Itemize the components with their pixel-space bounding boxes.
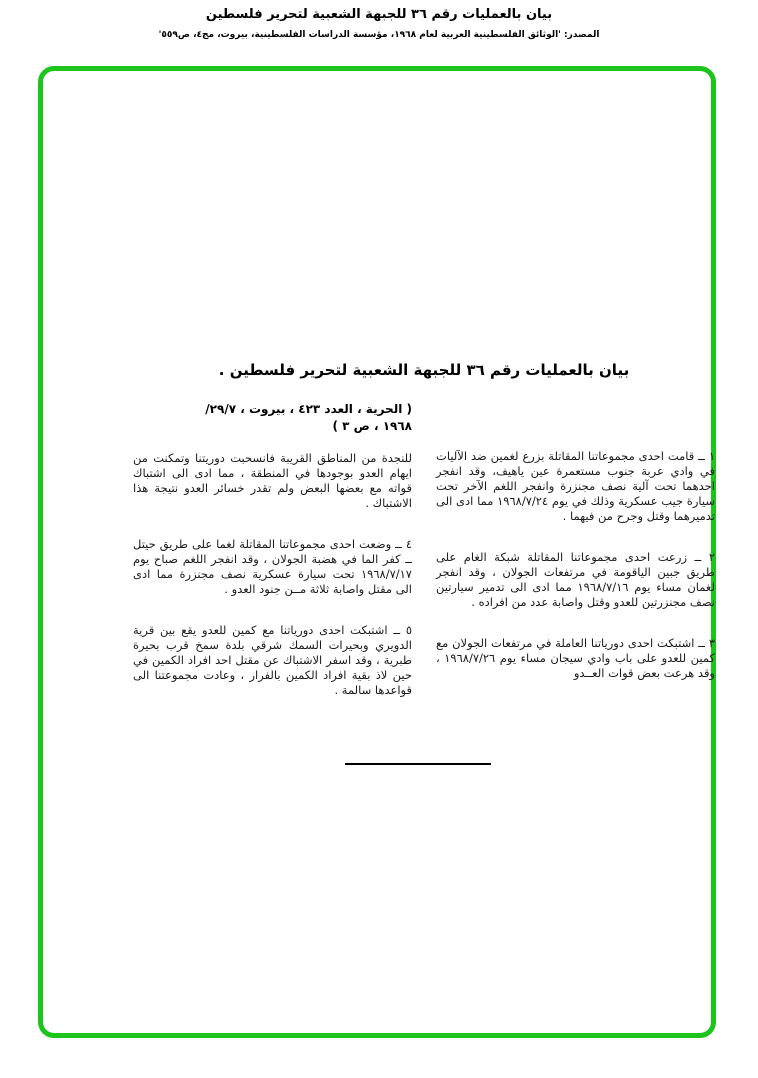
citation	[133, 401, 412, 435]
divider-line	[345, 763, 491, 765]
paragraph-2: ٢ ــ زرعت احدى مجموعاتنا المقاتلة شبكة الغام على طريق جبين الياقومة في مرتفعات الجولان ، وقد انفجر لغمان مساء يوم ١٩٦٨/٧/١٦ مما ادى الى تدمير سيارتين نصف مجنزرتين للعدو وقتل واصابة عدد من افراده .	[436, 550, 715, 609]
paragraph-4: ٤ ــ وضعت احدى مجموعاتنا المقاتلة لغما على طريق حيتل ــ كفر الما في هضبة الجولان ، وقد انفجر اللغم صباح يوم ١٩٦٨/٧/١٧ تحت سيارة عسكرية نصف مجنزرة مما ادى الى مقتل واصابة ثلاثة مــن جنود العدو .	[133, 537, 412, 596]
source-line: المصدر: 'الوثائق الفلسطينية العربية لعام ١٩٦٨، مؤسسة الدراسات الفلسطينية، بيروت، مج٤، ص٥٥٩'	[158, 30, 600, 40]
document-title: بيان بالعمليات رقم ٣٦ للجبهة الشعبية لتحرير فلسطين .	[218, 361, 630, 379]
column-left	[133, 401, 412, 724]
citation-line-2: ١٩٦٨ ، ص ٣ )	[332, 419, 412, 433]
paragraph-5: ٥ ــ اشتبكت احدى دورياتنا مع كمين للعدو يقع بين قرية الدويري وبحيرات السمك شرقي بلدة سمخ قرب بحيرة طبرية ، وقد اسفر الاشتباك عن مقتل احد افراد الكمين في حين لاذ بقية افراد الكمين بالفرار ، وعادت مجموعتنا الى قواعدها سالمة .	[133, 623, 412, 697]
paragraph-3-continuation: للنجدة من المناطق القريبة فانسحبت دوريتنا وتمكنت من ايهام العدو بوجودها في المنطقة ، مما ادى الى اشتباك قواته مع بعضها البعض ولم تقدر خسائر العدو نتيجة هذا الاشتباك .	[133, 451, 412, 510]
document-content	[133, 361, 715, 724]
document-frame	[38, 66, 716, 1038]
column-right	[436, 401, 715, 724]
page-header	[0, 7, 758, 40]
citation-line-1: ( الحرية ، العدد ٤٢٣ ، بيروت ، ٢٩/٧/	[205, 402, 412, 416]
paragraph-3: ٣ ــ اشتبكت احدى دورياتنا العاملة في مرتفعات الجولان مع كمين للعدو على باب وادي سيجان مساء يوم ١٩٦٨/٧/٢٦ ، وقد هرعت بعض قوات العــدو	[436, 636, 715, 680]
page-title: بيان بالعمليات رقم ٣٦ للجبهة الشعبية لتحرير فلسطين	[205, 7, 553, 22]
document-columns	[133, 401, 715, 724]
paragraph-1: ١ ــ قامت احدى مجموعاتنا المقاتلة بزرع لغمين ضد الآليات في وادي عربة جنوب مستعمرة عين ياهيف، وقد انفجر احدهما تحت آلية نصف مجنزرة وانفجر اللغم الآخر تحت سيارة جيب عسكرية وذلك في يوم ١٩٦٨/٧/٢٤ مما ادى الى تدميرهما وقتل وجرح من فيهما .	[436, 449, 715, 523]
